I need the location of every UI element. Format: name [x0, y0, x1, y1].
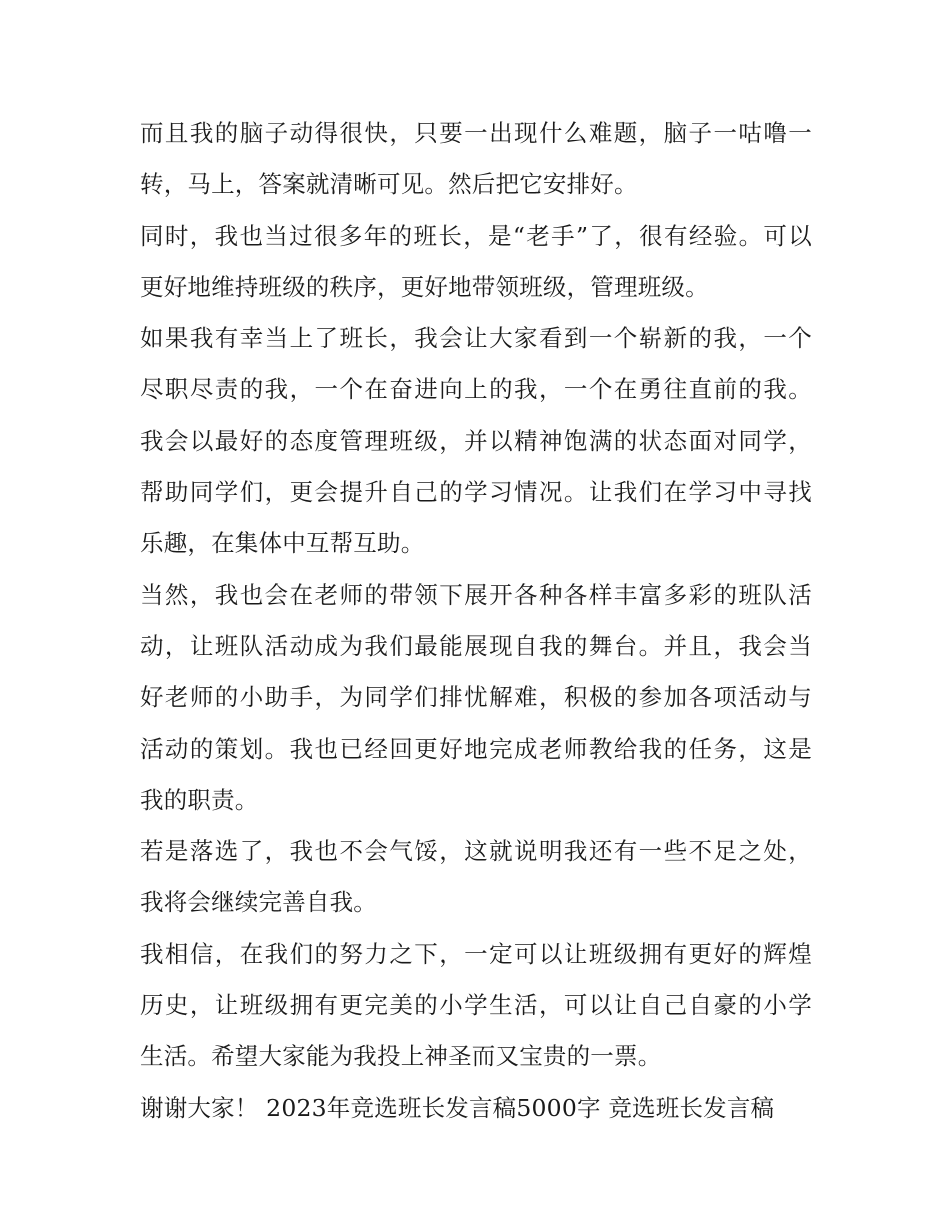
text-line-16: 我将会继续完善自我。	[140, 888, 377, 917]
text-line-6: 尽职尽责的我，一个在奋进向上的我，一个在勇往直前的我。	[140, 375, 812, 404]
text-line-5: 如果我有幸当上了班长，我会让大家看到一个崭新的我，一个	[140, 324, 812, 353]
text-line-15: 若是落选了，我也不会气馁，这就说明我还有一些不足之处，	[140, 837, 812, 866]
text-line-20: 谢谢大家！ 2023年竞选班长发言稿5000字 竞选班长发言稿	[140, 1093, 775, 1122]
text-line-9: 乐趣，在集体中互帮互助。	[140, 529, 425, 558]
text-line-10: 当然，我也会在老师的带领下展开各种各样丰富多彩的班队活	[140, 580, 812, 609]
text-line-13: 活动的策划。我也已经回更好地完成老师教给我的任务，这是	[140, 734, 812, 763]
text-line-12: 好老师的小助手，为同学们排忧解难，积极的参加各项活动与	[140, 683, 812, 712]
text-line-2: 转，马上，答案就清晰可见。然后把它安排好。	[140, 170, 638, 199]
body-text	[140, 108, 812, 1134]
text-line-8: 帮助同学们，更会提升自己的学习情况。让我们在学习中寻找	[140, 478, 812, 507]
text-line-4: 更好地维持班级的秩序，更好地带领班级，管理班级。	[140, 272, 709, 301]
text-line-11: 动，让班队活动成为我们最能展现自我的舞台。并且，我会当	[140, 631, 812, 660]
text-line-1: 而且我的脑子动得很快，只要一出现什么难题，脑子一咕噜一	[140, 119, 812, 147]
text-line-3: 同时，我也当过很多年的班长，是“老手”了，很有经验。可以	[140, 221, 812, 250]
text-line-14: 我的职责。	[140, 785, 259, 814]
text-line-7: 我会以最好的态度管理班级，并以精神饱满的状态面对同学，	[140, 426, 812, 455]
text-line-19: 生活。希望大家能为我投上神圣而又宝贵的一票。	[140, 1042, 662, 1071]
text-line-18: 历史，让班级拥有更完美的小学生活，可以让自己自豪的小学	[140, 991, 812, 1020]
text-line-17: 我相信，在我们的努力之下，一定可以让班级拥有更好的辉煌	[140, 939, 812, 968]
